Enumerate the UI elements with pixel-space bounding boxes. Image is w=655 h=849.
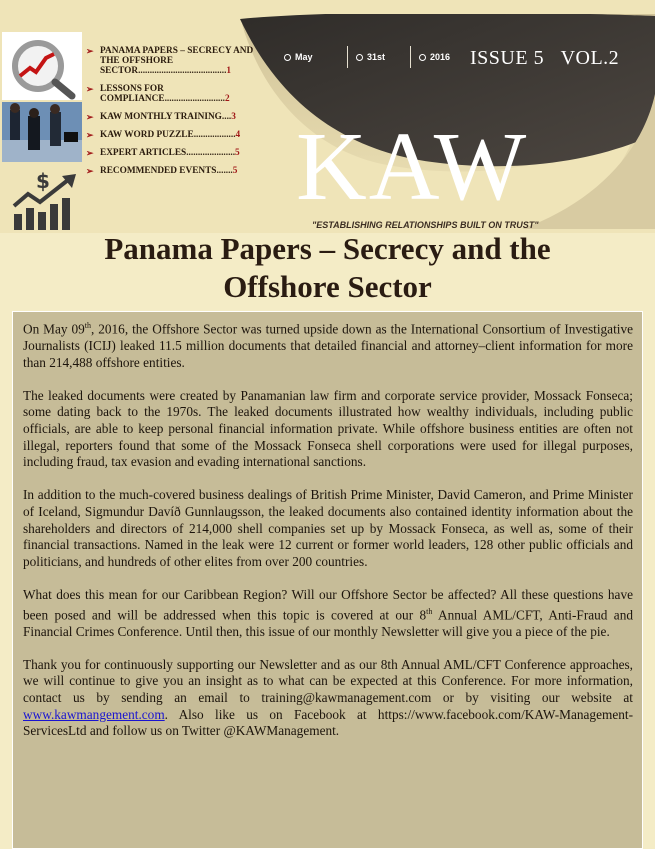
toc-item-leader: .....................	[186, 148, 236, 158]
svg-text:$: $	[36, 170, 50, 193]
toc-item-leader: .......	[216, 166, 233, 176]
article-text: , 2016, the Offshore Sector was turned upside down as the International Consortium of Investigative Journalists (ICIJ) leaked 11.5 million documents that detailed financial and attorney–client information for more than 214,488 offshore entities.	[23, 321, 634, 370]
toc-item-leader: ......................................	[138, 66, 227, 76]
toc-item[interactable]	[86, 46, 264, 76]
newsletter-header	[0, 0, 655, 233]
issue-month-text: May	[295, 52, 313, 62]
toc-item-leader: ..................	[193, 130, 236, 140]
toc-item-page: 4	[235, 130, 241, 140]
business-people-photo	[2, 102, 82, 162]
toc-item-title: EXPERT ARTICLES	[100, 148, 187, 158]
toc-item[interactable]	[86, 166, 264, 176]
toc-item-leader: ..........................	[164, 94, 225, 104]
toc-item-title: PANAMA PAPERS – SECRECY AND THE OFFSHORE SECTOR	[100, 46, 254, 76]
ordinal-suffix: th	[426, 606, 433, 616]
toc-item[interactable]	[86, 130, 264, 140]
toc-item-page: 3	[231, 112, 236, 122]
issue-day	[356, 52, 385, 62]
issue-number: ISSUE 5	[470, 47, 545, 69]
article-text: Thank you for continuously supporting our Newsletter and as our 8th Annual AML/CFT Conference approaches, we will continue to give you an insight as to what can be expected at this Conference. For more information, contact us by sending an email to training@kawmanagement.com or by visiting our website at	[23, 656, 633, 705]
toc-item-leader: ....	[221, 112, 232, 122]
article-paragraph: The leaked documents were created by Panamanian law firm and corporate service provider, Mossack Fonseca; some dating back to the 1970s. The leaked documents illustrated how wealthy individuals, including public officials, are able to keep personal financial information private. While offshore business entities are often not illegal, reporters found that some of the Mossack Fonseca shell corporations were used for illegal purposes, including fraud, tax evasion and evading international sanctions.	[23, 387, 633, 470]
bullet-ring-icon	[284, 54, 291, 61]
website-link[interactable]: www.kawmangement.com	[23, 706, 165, 722]
meta-divider	[410, 46, 411, 68]
toc-item-page: 1	[226, 66, 232, 76]
issue-year	[419, 52, 450, 62]
toc-item-title: LESSONS FOR COMPLIANCE	[100, 84, 165, 104]
article-paragraph	[23, 657, 633, 740]
ordinal-suffix: th	[84, 321, 91, 330]
issue-volume-label	[470, 47, 619, 70]
article-body	[13, 312, 642, 740]
toc-item-page: 5	[235, 148, 240, 158]
page-title-line2: Offshore Sector	[223, 269, 432, 304]
toc-item-title: KAW WORD PUZZLE	[100, 130, 194, 140]
bullet-ring-icon	[356, 54, 363, 61]
table-of-contents	[86, 46, 264, 184]
toc-item[interactable]	[86, 112, 264, 122]
article-text: On May 09	[23, 321, 85, 337]
issue-day-text: 31st	[367, 52, 386, 62]
article-paragraph	[23, 587, 633, 640]
article-paragraph: In addition to the much-covered business dealings of British Prime Minister, David Cameron, and Prime Minister of Iceland, Sigmundur Davíð Gunnlaugsson, the leaked documents also contained identity information about the shareholders and directors of 214,000 shell companies set up by Mossack Fonseca, as well as, some of their financial transactions. Named in the leak were 12 current or former world leaders, 128 other public officials and politicians, and hundreds of other elites from over 200 countries.	[23, 487, 633, 569]
kaw-logo: KAW	[296, 113, 529, 221]
bullet-ring-icon	[419, 54, 426, 61]
toc-item[interactable]	[86, 84, 264, 104]
article-box	[12, 311, 643, 849]
page-title-line1: Panama Papers – Secrecy and the	[104, 231, 551, 266]
toc-item-page: 5	[232, 166, 238, 176]
meta-divider	[347, 46, 348, 68]
article-text: . Also like us on Facebook at https://www.facebook.com/KAW-Management-ServicesLtd and follow us on Twitter @KAWManagement.	[23, 706, 633, 739]
volume-number: VOL.2	[560, 47, 620, 69]
issue-year-text: 2016	[430, 52, 451, 62]
page-title	[0, 230, 655, 306]
toc-item-title: KAW MONTHLY TRAINING	[100, 112, 222, 122]
money-growth-chart-icon	[2, 170, 82, 232]
article-paragraph	[23, 318, 633, 371]
magnifier-chart-icon	[2, 32, 82, 100]
article-text: Annual AML/CFT, Anti-Fraud and Financial Crimes Conference. Until then, this issue of our monthly Newsletter will give you a piece of the pie.	[23, 606, 633, 639]
article-text: What does this mean for our Caribbean Region? Will our Offshore Sector be affected? All these questions have been posed and will be addressed when this topic is covered at our 8	[23, 586, 633, 622]
toc-item-title: RECOMMENDED EVENTS	[100, 166, 217, 176]
toc-item-page: 2	[225, 94, 230, 104]
issue-month	[284, 52, 313, 62]
toc-item[interactable]	[86, 148, 264, 158]
tagline: "ESTABLISHING RELATIONSHIPS BUILT ON TRUST"	[312, 220, 539, 230]
